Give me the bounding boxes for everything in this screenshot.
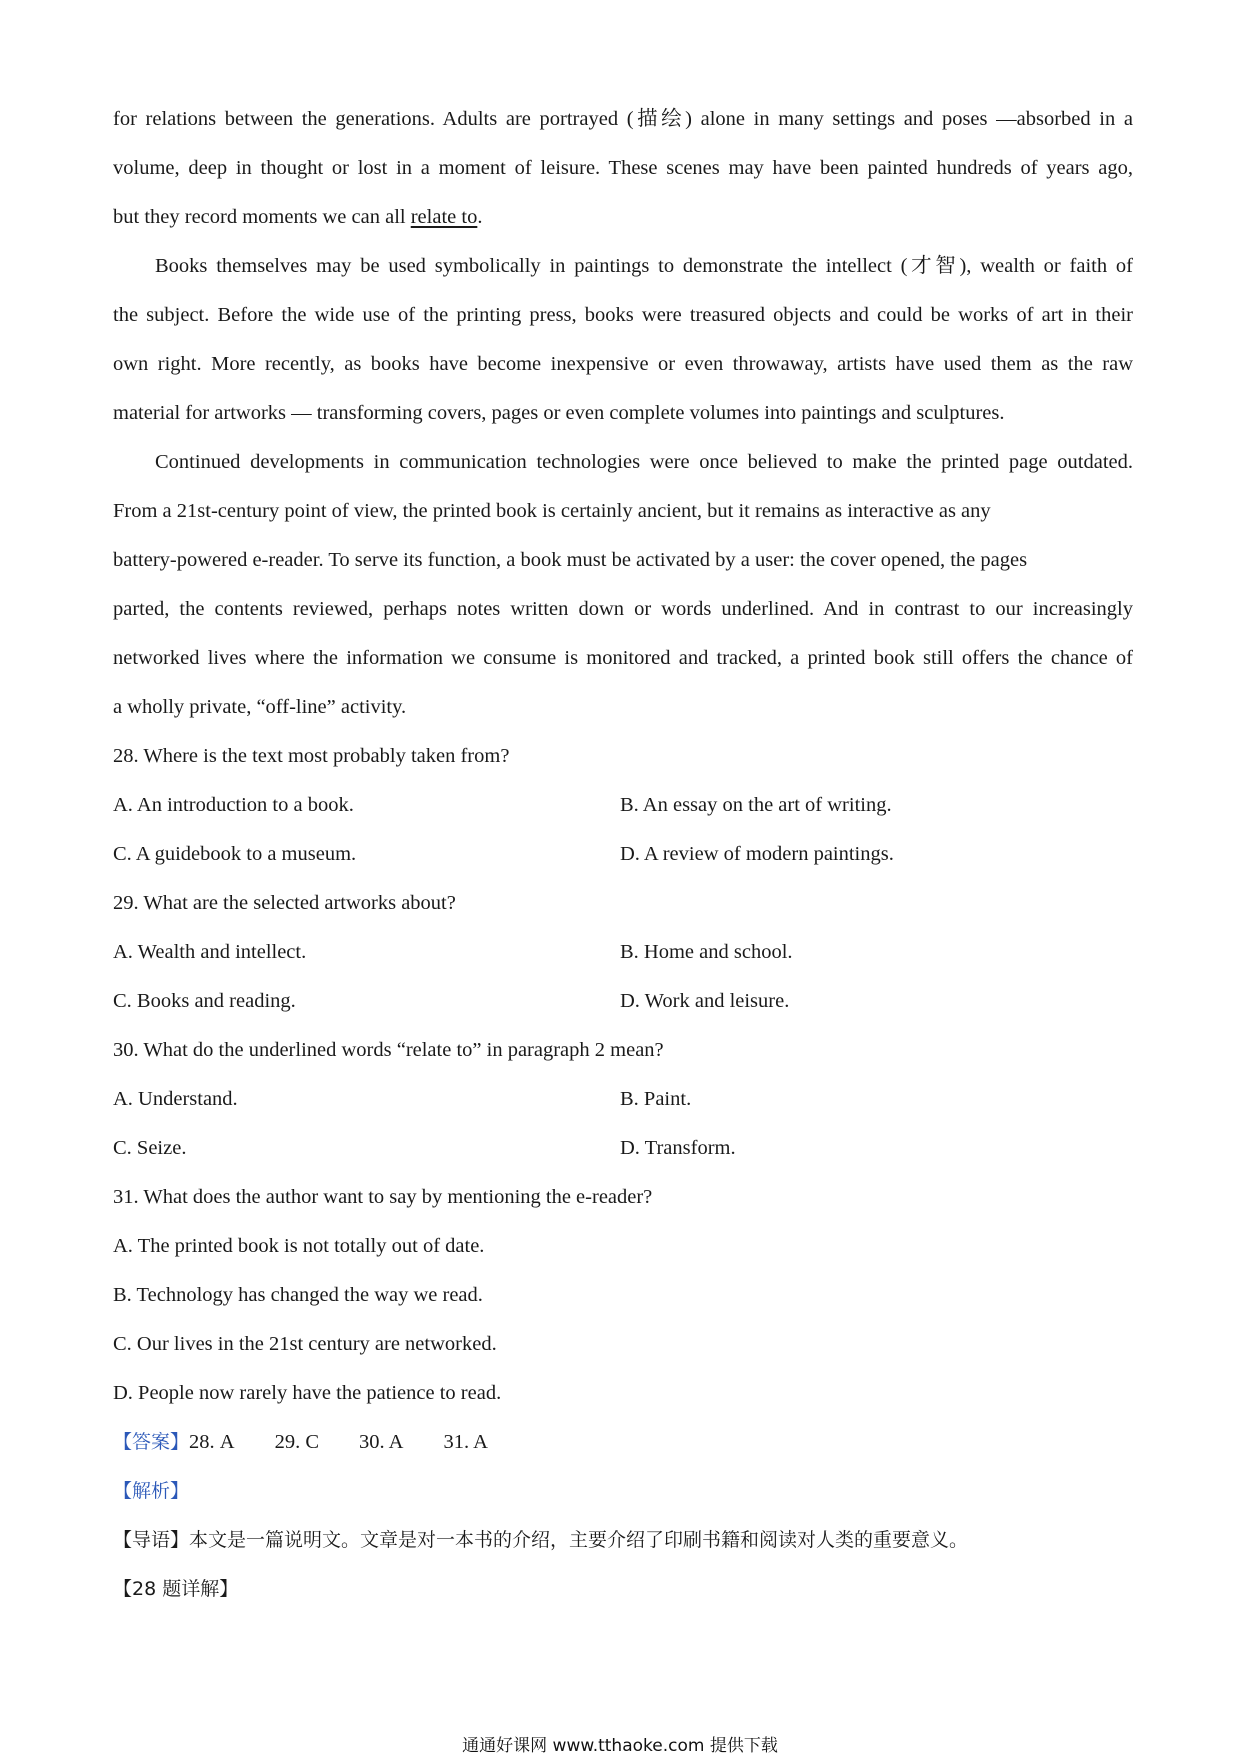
passage-line: From a 21st-century point of view, the printed book is certainly ancient, but it remains as interactive as any — [113, 500, 991, 522]
option-c: C. Books and reading. — [113, 990, 296, 1012]
passage-line: volume, deep in thought or lost in a moment of leisure. These scenes may have been painted hundreds of years ago, — [113, 157, 1133, 179]
passage-line: Continued developments in communication technologies were once believed to make the printed page outdated. — [155, 451, 1133, 473]
question-stem: 31. What does the author want to say by mentioning the e-reader? — [113, 1186, 653, 1208]
passage-line: the subject. Before the wide use of the printing press, books were treasured objects and could be works of art in their — [113, 304, 1133, 326]
option-d: D. Transform. — [620, 1137, 736, 1159]
answer-item: 31. A — [443, 1431, 488, 1453]
answer-item: 30. A — [359, 1431, 404, 1453]
answer-key — [113, 1429, 1133, 1455]
option-d: D. A review of modern paintings. — [620, 843, 894, 865]
question-stem: 29. What are the selected artworks about? — [113, 892, 456, 914]
option-b: B. Home and school. — [620, 941, 793, 963]
passage-line: parted, the contents reviewed, perhaps notes written down or words underlined. And in contrast to our increasingly — [113, 598, 1133, 620]
guide-text: 【导语】本文是一篇说明文。文章是对一本书的介绍，主要介绍了印刷书籍和阅读对人类的重要意义。 — [113, 1529, 969, 1551]
passage-line: for relations between the generations. Adults are portrayed (描绘) alone in many settings and poses —absorbed in a — [113, 108, 1133, 130]
question-stem: 30. What do the underlined words “relate to” in paragraph 2 mean? — [113, 1039, 664, 1061]
option-b: B. Technology has changed the way we read. — [113, 1284, 483, 1306]
option-a: A. The printed book is not totally out of date. — [113, 1235, 485, 1257]
option-a: A. An introduction to a book. — [113, 794, 354, 816]
answer-item: 29. C — [274, 1431, 320, 1453]
option-c: C. A guidebook to a museum. — [113, 843, 357, 865]
passage-line: own right. More recently, as books have become inexpensive or even throwaway, artists have used them as the raw — [113, 353, 1133, 375]
analysis-label: 【解析】 — [113, 1480, 190, 1502]
option-c: C. Seize. — [113, 1137, 187, 1159]
option-d: D. Work and leisure. — [620, 990, 790, 1012]
passage-line: Books themselves may be used symbolically in paintings to demonstrate the intellect (才智), wealth or faith of — [155, 255, 1133, 277]
page-footer: 通通好课网 www.tthaoke.com 提供下载 — [462, 1736, 778, 1756]
passage-line: a wholly private, “off-line” activity. — [113, 696, 407, 718]
underlined-phrase: relate to — [410, 206, 478, 228]
answer-label: 【答案】 — [113, 1431, 190, 1453]
option-a: A. Understand. — [113, 1088, 238, 1110]
option-c: C. Our lives in the 21st century are networked. — [113, 1333, 497, 1355]
passage-line: battery-powered e-reader. To serve its function, a book must be activated by a user: the cover opened, the pages — [113, 549, 1028, 571]
passage-line: but they record moments we can all relate to. — [113, 206, 483, 228]
option-b: B. An essay on the art of writing. — [620, 794, 892, 816]
passage-line: networked lives where the information we consume is monitored and tracked, a printed book still offers the chance of — [113, 647, 1133, 669]
detail-header: 【28 题详解】 — [113, 1578, 239, 1600]
option-b: B. Paint. — [620, 1088, 692, 1110]
answer-item: 28. A — [189, 1431, 235, 1453]
question-stem: 28. Where is the text most probably taken from? — [113, 745, 510, 767]
passage-line: material for artworks — transforming covers, pages or even complete volumes into paintings and sculptures. — [113, 402, 1005, 424]
option-d: D. People now rarely have the patience to read. — [113, 1382, 502, 1404]
option-a: A. Wealth and intellect. — [113, 941, 307, 963]
